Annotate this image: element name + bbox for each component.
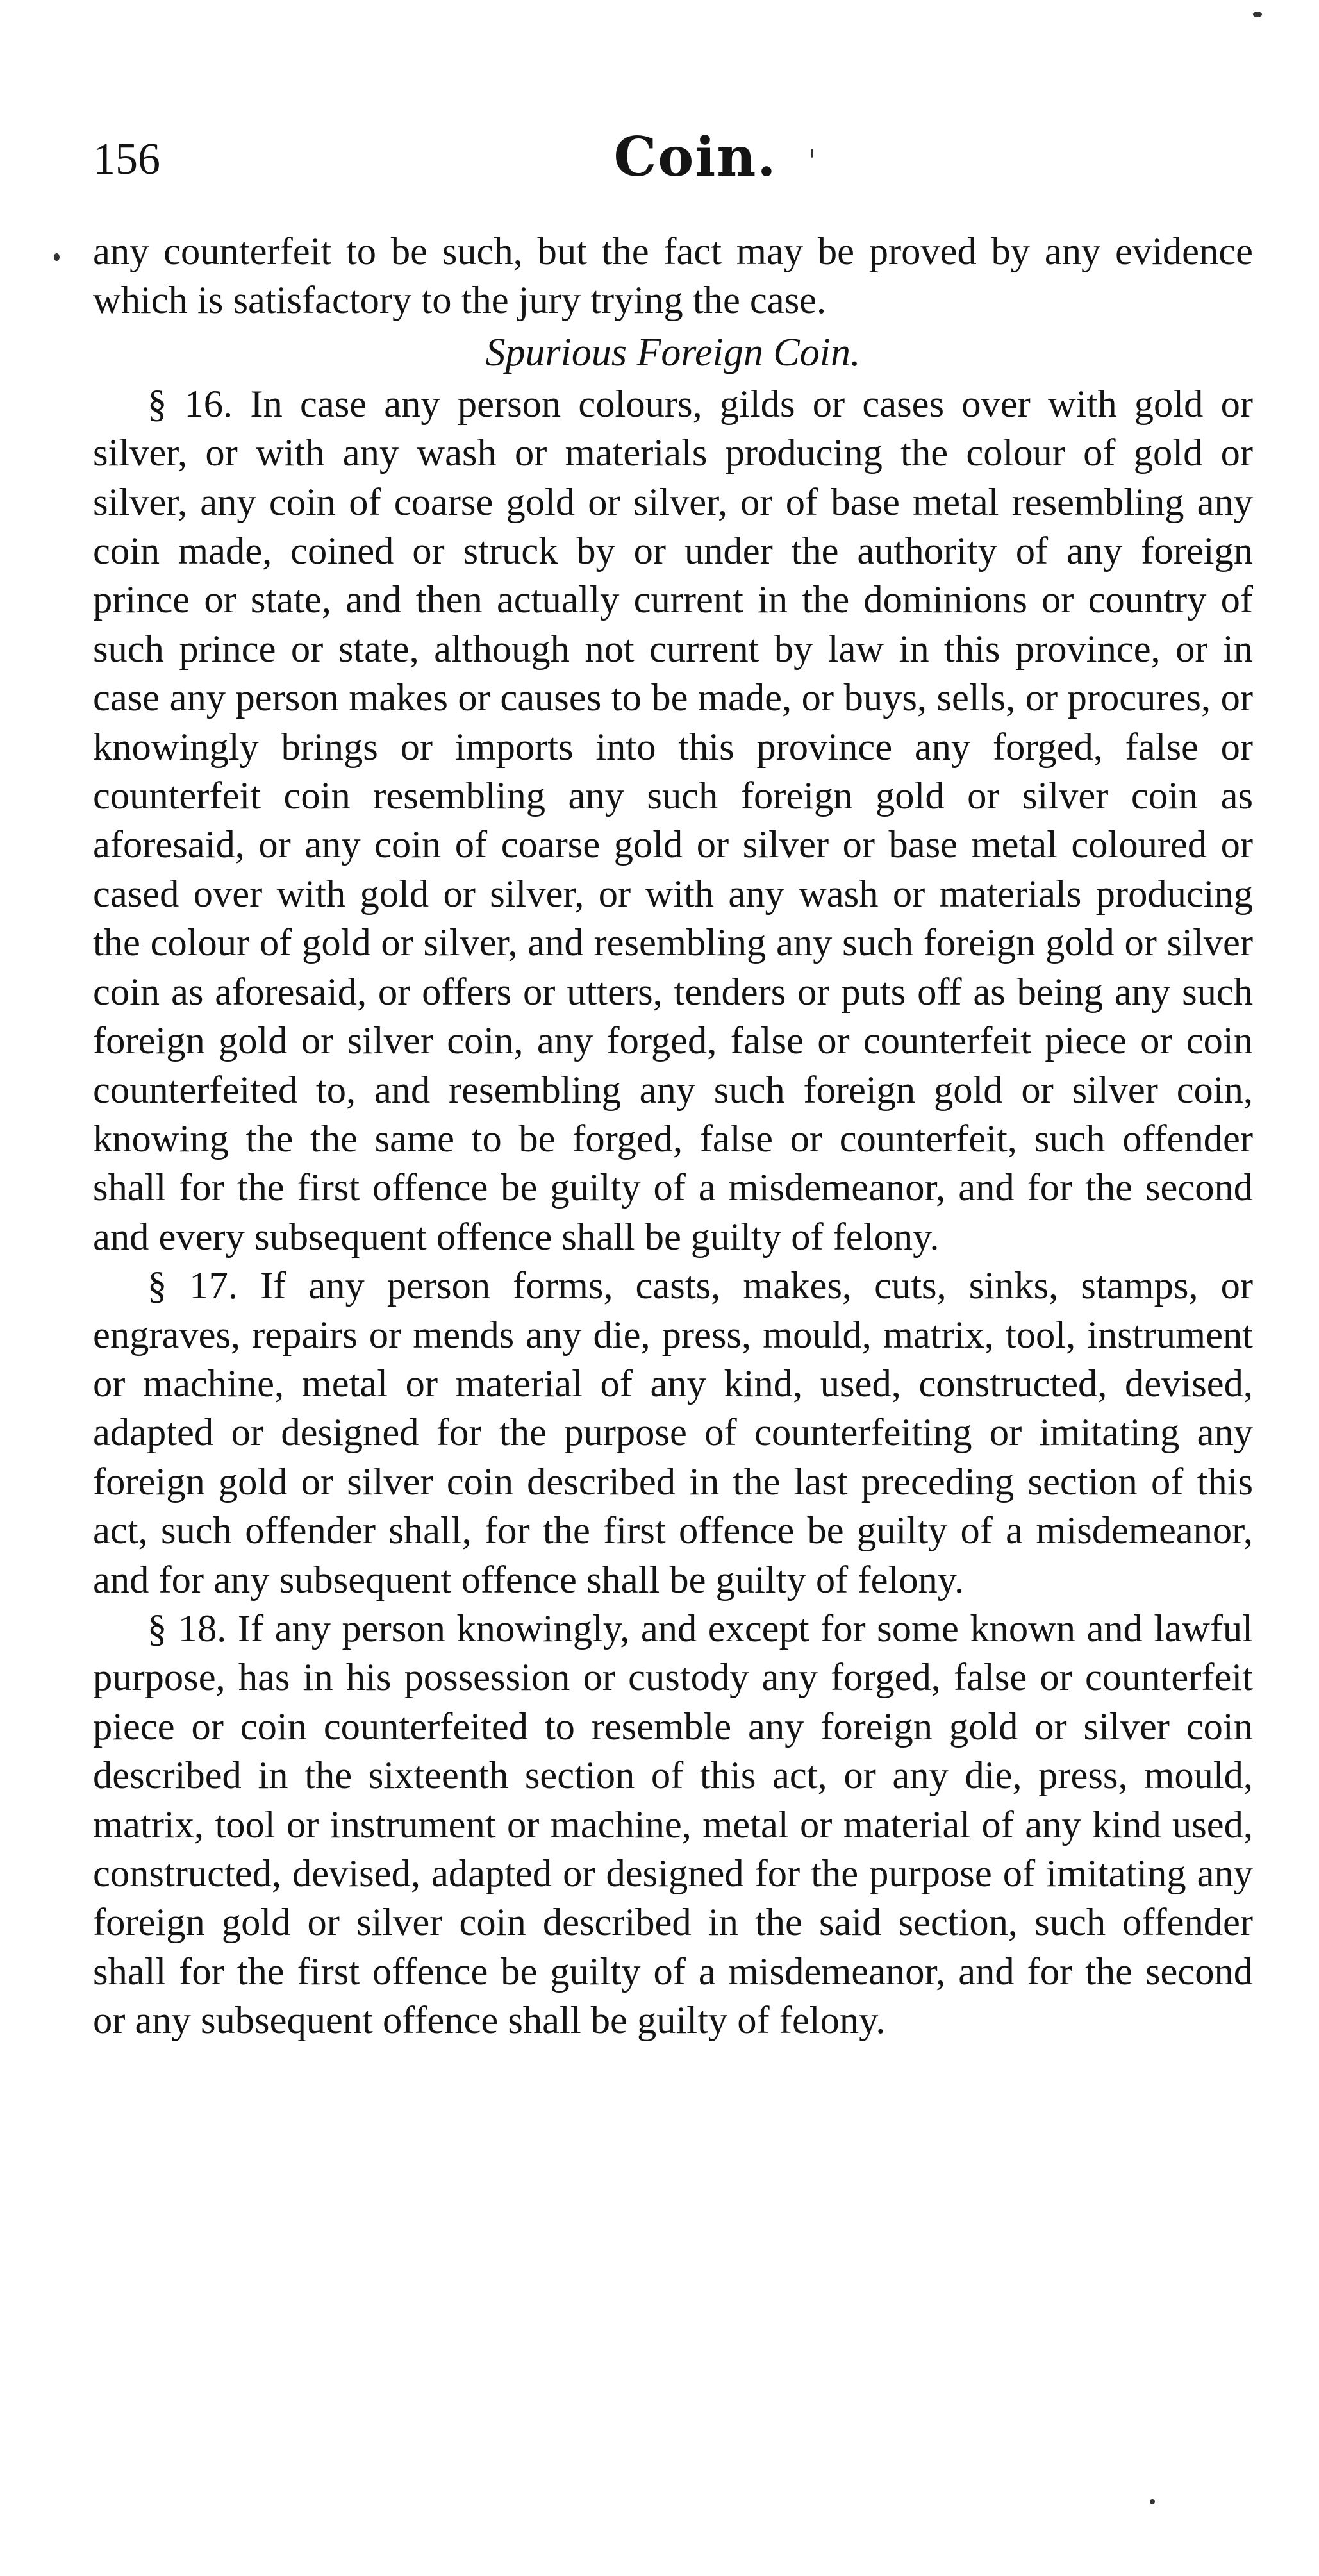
section-16-paragraph: § 16. In case any person colours, gilds or cases over with gold or silver, or with any wash or materials producing the colour of gold or silver, any coin of coarse gold or silver, or of base metal resembling any coin made, coined or struck by or under the authority of any foreign prince or state, and then actually current in the dominions or country of such prince or state, although not current by law in this province, or in case any person makes or causes to be made, or buys, sells, or procures, or knowingly brings or imports into this province any forged, false or counterfeit coin resembling any such foreign gold or silver coin as aforesaid, or any coin of coarse gold or silver or base metal coloured or cased over with gold or silver, or with any wash or materials producing the colour of gold or silver, and resembling any such foreign gold or silver coin as aforesaid, or offers or utters, tenders or puts off as being any such foreign gold or silver coin, any forged, false or counterfeit piece or coin counterfeited to, and resembling any such foreign gold or silver coin, knowing the the same to be forged, false or counterfeit, such offender shall for the first offence be guilty of a misdemeanor, and for the second and every subsequent offence shall be guilty of felony.	[93, 382, 1253, 1259]
page-number: 156	[93, 135, 160, 184]
continuation-paragraph: any counterfeit to be such, but the fact may be proved by any evidence which is satisfactory to the jury trying the case.	[93, 230, 1253, 322]
section-heading: Spurious Foreign Coin.	[485, 330, 861, 374]
running-title: Coin.	[613, 125, 777, 188]
section-17-paragraph: § 17. If any person forms, casts, makes, cuts, sinks, stamps, or engraves, repairs or mends any die, press, mould, matrix, tool, instrument or machine, metal or material of any kind, used, constructed, devised, adapted or designed for the purpose of counterfeiting or imitating any foreign gold or silver coin described in the last preceding section of this act, such offender shall, for the first offence be guilty of a misdemeanor, and for any subsequent offence shall be guilty of felony.	[93, 1264, 1253, 1602]
page-header	[93, 125, 1253, 196]
ink-speck	[811, 149, 813, 158]
section-18-paragraph: § 18. If any person knowingly, and except for some known and lawful purpose, has in his possession or custody any forged, false or counterfeit piece or coin counterfeited to resemble any foreign gold or silver coin described in the sixteenth section of this act, or any die, press, mould, matrix, tool or instrument or machine, metal or material of any kind used, constructed, devised, adapted or designed for the purpose of imitating any foreign gold or silver coin described in the said section, such offender shall for the first offence be guilty of a misdemeanor, and for the second or any subsequent offence shall be guilty of felony.	[93, 1607, 1253, 2043]
ink-speck	[1253, 12, 1262, 17]
page-body	[93, 228, 1253, 2046]
ink-speck	[54, 253, 60, 261]
ink-speck	[1150, 2499, 1155, 2504]
